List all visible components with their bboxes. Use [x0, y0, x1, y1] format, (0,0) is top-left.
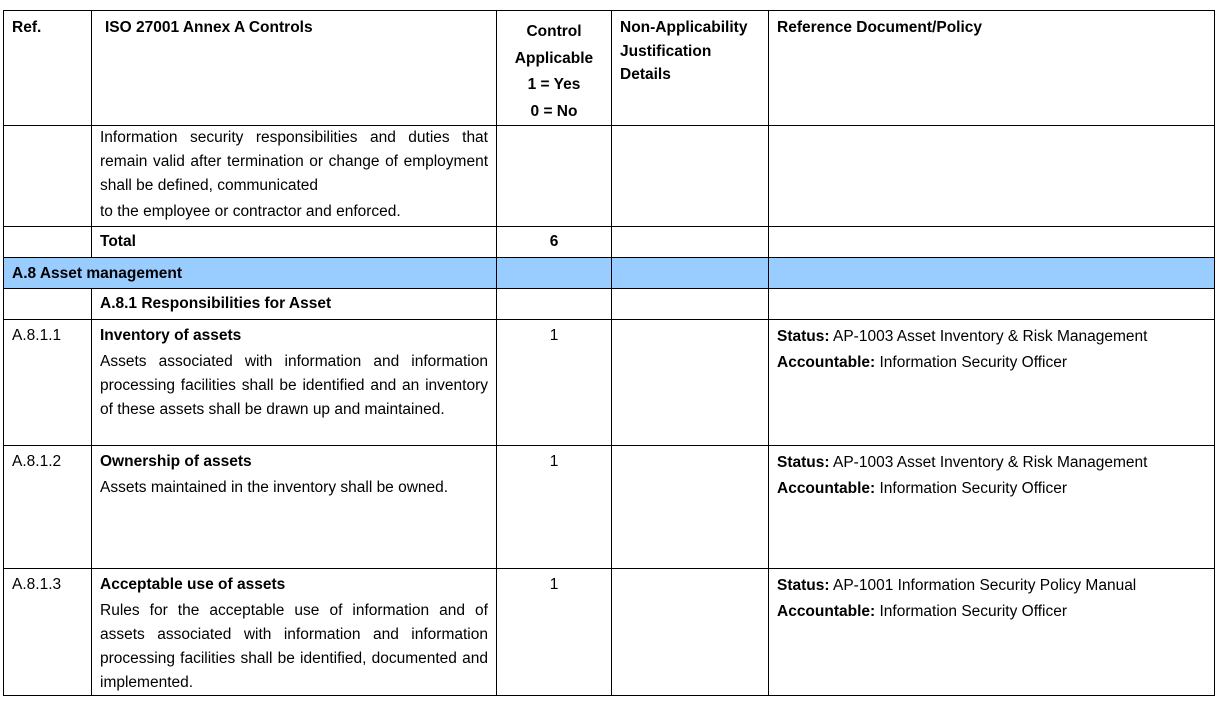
control-applicable-cell [497, 569, 612, 696]
header-justification-line: Non-Applicability [620, 19, 748, 36]
status-label: Status: [777, 577, 830, 594]
total-row [4, 227, 1215, 258]
control-ref-cell [4, 569, 92, 696]
header-ref: Ref. [4, 11, 92, 126]
reference-status [777, 324, 1206, 350]
subsection-reference-cell [769, 289, 1215, 320]
continuation-justification-cell [612, 126, 769, 227]
subsection-ref-cell [4, 289, 92, 320]
section-label: A.8 Asset management [12, 265, 182, 282]
status-value: AP-1003 Asset Inventory & Risk Management [829, 454, 1148, 471]
accountable-label: Accountable: [777, 480, 876, 497]
soa-table [3, 10, 1215, 696]
section-label-cell [4, 258, 497, 289]
header-row [4, 11, 1215, 126]
subsection-justification-cell [612, 289, 769, 320]
header-applicable-line: Applicable [514, 49, 594, 67]
total-justification-cell [612, 227, 769, 258]
total-label: Total [100, 233, 136, 250]
table-row [4, 320, 1215, 446]
control-reference-cell [769, 569, 1215, 696]
control-description: Assets maintained in the inventory shall be owned. [100, 479, 449, 496]
continuation-text: Information security responsibilities and duties that remain valid after termination or change of employment shall be defined, communicated [100, 129, 488, 194]
control-cell [92, 446, 497, 569]
control-justification [612, 320, 768, 326]
header-applicable-line: Control [526, 23, 582, 40]
control-justification-cell [612, 569, 769, 696]
accountable-value: Information Security Officer [875, 480, 1067, 497]
control-title: Acceptable use of assets [100, 576, 286, 593]
continuation-ref-cell [4, 126, 92, 227]
control-ref: A.8.1.2 [12, 453, 62, 470]
header-applicable-line: 0 = No [530, 102, 578, 120]
control-cell [92, 320, 497, 446]
header-justification [612, 11, 769, 126]
control-title: Inventory of assets [100, 327, 242, 344]
control-reference-cell [769, 320, 1215, 446]
status-label: Status: [777, 454, 830, 471]
continuation-reference-cell [769, 126, 1215, 227]
total-value-cell [497, 227, 612, 258]
accountable-label: Accountable: [777, 354, 876, 371]
section-justification-cell [612, 258, 769, 289]
control-applicable: 1 [549, 453, 559, 470]
continuation-row [4, 126, 1215, 227]
control-cell [92, 569, 497, 696]
accountable-label: Accountable: [777, 603, 876, 620]
control-justification [612, 569, 768, 575]
control-description: Rules for the acceptable use of information and of assets associated with information and information processing facilities shall be identified, documented and implemented. [100, 602, 488, 691]
continuation-text-last: to the employee or contractor and enforced. [100, 203, 401, 220]
subsection-applicable-cell [497, 289, 612, 320]
control-applicable: 1 [549, 576, 559, 593]
section-reference-cell [769, 258, 1215, 289]
total-reference-cell [769, 227, 1215, 258]
continuation-applicable-cell [497, 126, 612, 227]
total-value: 6 [549, 233, 559, 250]
control-reference-cell [769, 446, 1215, 569]
subsection-row [4, 289, 1215, 320]
status-label: Status: [777, 328, 830, 345]
control-applicable: 1 [549, 327, 559, 344]
control-justification [612, 446, 768, 452]
subsection-label-cell [92, 289, 497, 320]
table-row [4, 446, 1215, 569]
header-controls: ISO 27001 Annex A Controls [92, 11, 497, 126]
control-applicable-cell [497, 446, 612, 569]
subsection-label: A.8.1 Responsibilities for Asset [100, 295, 332, 312]
continuation-control-cell [92, 126, 497, 227]
header-justification-line: Details [620, 66, 671, 83]
control-ref: A.8.1.3 [12, 576, 62, 593]
status-value: AP-1003 Asset Inventory & Risk Management [829, 328, 1148, 345]
control-justification-cell [612, 320, 769, 446]
control-description: Assets associated with information and information processing facilities shall be identified and an inventory of these assets shall be drawn up and maintained. [100, 353, 488, 418]
control-title: Ownership of assets [100, 453, 252, 470]
header-justification-line: Justification [620, 42, 712, 60]
section-applicable-cell [497, 258, 612, 289]
header-reference: Reference Document/Policy [769, 11, 1215, 126]
reference-accountable [777, 350, 1206, 376]
reference-status [777, 573, 1206, 599]
control-justification-cell [612, 446, 769, 569]
section-row [4, 258, 1215, 289]
table-row [4, 569, 1215, 696]
reference-status [777, 450, 1206, 476]
accountable-value: Information Security Officer [875, 354, 1067, 371]
status-value: AP-1001 Information Security Policy Manual [829, 577, 1137, 594]
header-applicable-line: 1 = Yes [527, 76, 581, 93]
total-ref-cell [4, 227, 92, 258]
reference-accountable [777, 599, 1206, 625]
accountable-value: Information Security Officer [875, 603, 1067, 620]
control-applicable-cell [497, 320, 612, 446]
total-label-cell [92, 227, 497, 258]
control-ref: A.8.1.1 [12, 327, 62, 344]
reference-accountable [777, 476, 1206, 502]
control-ref-cell [4, 446, 92, 569]
control-ref-cell [4, 320, 92, 446]
header-applicable [497, 11, 612, 126]
